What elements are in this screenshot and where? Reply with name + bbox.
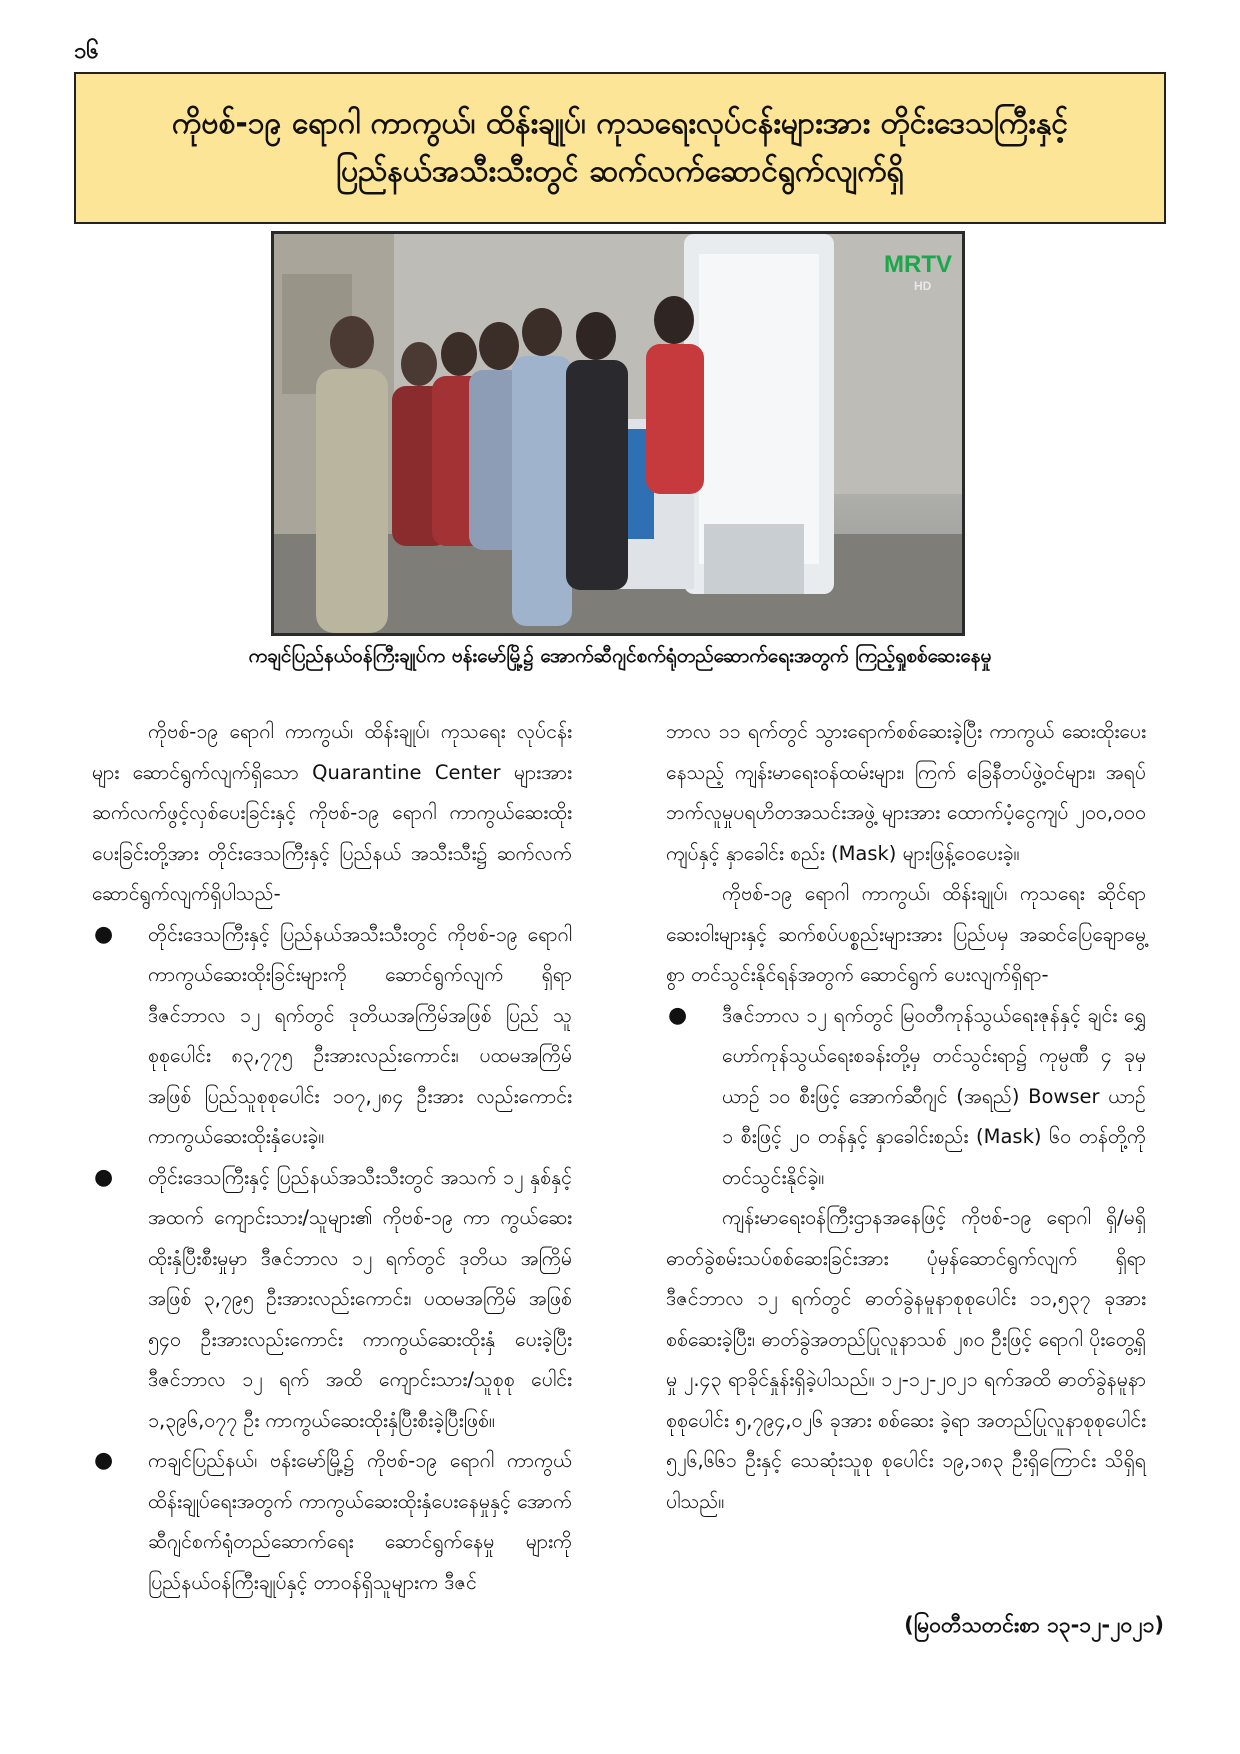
source-citation: (မြဝတီသတင်းစာ ၁၃-၁၂-၂၀၂၁) — [904, 1613, 1164, 1637]
bullet-text: တိုင်းဒေသကြီးနှင့် ပြည်နယ်အသီးသီးတွင် အသက် ၁၂ နှစ်နှင့်အထက် ကျောင်းသား/သူများ၏ ကိုဗစ်-၁၉ ကာ ကွယ်ဆေးထိုးနှံပြီးစီးမှုမှာ ဒီဇင်ဘာလ ၁၂ ရက်တွင် ဒုတိယ အကြိမ်အဖြစ် ၃,၇၉၅ ဦးအားလည်းကောင်း၊ ပထမအကြိမ် အဖြစ် ၅၄၀ ဦးအားလည်းကောင်း ကာကွယ်ဆေးထိုးနှံ ပေးခဲ့ပြီး ဒီဇင်ဘာလ ၁၂ ရက် အထိ ကျောင်းသား/သူစုစု ပေါင်း ၁,၃၉၆,၀၇၇ ဦး ကာကွယ်ဆေးထိုးနှံပြီးစီးခဲ့ပြီးဖြစ်။ — [148, 1165, 572, 1432]
bullet-icon: ● — [94, 1164, 114, 1190]
bullet-icon: ● — [668, 1002, 688, 1028]
news-photo-illustration — [274, 234, 962, 633]
page-number: ၁၆ — [74, 39, 99, 64]
headline-box — [74, 72, 1166, 224]
bullet-text: ဒီဇင်ဘာလ ၁၂ ရက်တွင် မြဝတီကုန်သွယ်ရေးဇုန်နှင့် ချင်း ရွှေဟော်ကုန်သွယ်ရေးစခန်းတို့မှ တင်သွင်းရာ၌ ကုမ္ပဏီ ၄ ခုမှ ယာဉ် ၁၀ စီးဖြင့် အောက်ဆီဂျင် (အရည်) Bowser ယာဉ် ၁ စီးဖြင့် ၂၀ တန်နှင့် နှာခေါင်းစည်း (Mask) ၆၀ တန်တို့ကို တင်သွင်းနိုင်ခဲ့။ — [722, 1003, 1146, 1189]
mrtv-watermark: MRTV — [884, 251, 952, 278]
intro-paragraph: ကိုဗစ်-၁၉ ရောဂါ ကာကွယ်၊ ထိန်းချုပ်၊ ကုသရေး လုပ်ငန်းများ ဆောင်ရွက်လျက်ရှိသော Quarantine Center များအား ဆက်လက်ဖွင့်လှစ်ပေးခြင်းနှင့် ကိုဗစ်-၁၉ ရောဂါ ကာကွယ်ဆေးထိုးပေးခြင်းတို့အား တိုင်းဒေသကြီးနှင့် ပြည်နယ် အသီးသီး၌ ဆက်လက်ဆောင်ရွက်လျက်ရှိပါသည်- — [92, 720, 572, 905]
right-column — [666, 712, 1146, 1522]
headline-line-2: ပြည်နယ်အသီးသီးတွင် ဆက်လက်ဆောင်ရွက်လျက်ရှိ — [336, 154, 904, 189]
headline-line-1: ကိုဗစ်-၁၉ ရောဂါ ကာကွယ်၊ ထိန်းချုပ်၊ ကုသရေးလုပ်ငန်းများအား တိုင်းဒေသကြီးနှင့် — [171, 106, 1069, 141]
news-photo — [271, 231, 965, 636]
continuation-paragraph: ဘာလ ၁၁ ရက်တွင် သွားရောက်စစ်ဆေးခဲ့ပြီး ကာကွယ် ဆေးထိုးပေးနေသည့် ကျန်းမာရေးဝန်ထမ်းများ၊ ကြက် ခြေနီတပ်ဖွဲ့ဝင်များ၊ အရပ်ဘက်လူမှုပရဟိတအသင်းအဖွဲ့ များအား ထောက်ပံ့ငွေကျပ် ၂၀၀,၀၀၀ ကျပ်နှင့် နှာခေါင်း စည်း (Mask) များဖြန့်ဝေပေးခဲ့။ — [666, 720, 1146, 865]
bullet-text: တိုင်းဒေသကြီးနှင့် ပြည်နယ်အသီးသီးတွင် ကိုဗစ်-၁၉ ရောဂါ ကာကွယ်ဆေးထိုးခြင်းများကို ဆောင်ရွက်လျက် ရှိရာ ဒီဇင်ဘာလ ၁၂ ရက်တွင် ဒုတိယအကြိမ်အဖြစ် ပြည် သူစုစုပေါင်း ၈၃,၇၇၅ ဦးအားလည်းကောင်း၊ ပထမအကြိမ် အဖြစ် ပြည်သူစုစုပေါင်း ၁၀၇,၂၈၄ ဦးအား လည်းကောင်း ကာကွယ်ဆေးထိုးနှံပေးခဲ့။ — [148, 922, 572, 1148]
photo-caption: ကချင်ပြည်နယ်ဝန်ကြီးချုပ်က ဗန်းမော်မြို့၌ အောက်ဆီဂျင်စက်ရုံတည်ဆောက်ရေးအတွက် ကြည့်ရှုစစ်ဆေးနေမှု — [248, 645, 992, 667]
testing-paragraph: ကျန်းမာရေးဝန်ကြီးဌာနအနေဖြင့် ကိုဗစ်-၁၉ ရောဂါ ရှိ/မရှိ ဓာတ်ခွဲစမ်းသပ်စစ်ဆေးခြင်းအား ပုံမှန်ဆောင်ရွက်လျက် ရှိရာ ဒီဇင်ဘာလ ၁၂ ရက်တွင် ဓာတ်ခွဲနမူနာစုစုပေါင်း ၁၁,၅၃၇ ခုအား စစ်ဆေးခဲ့ပြီး၊ ဓာတ်ခွဲအတည်ပြုလူနာသစ် ၂၈၀ ဦးဖြင့် ရောဂါ ပိုးတွေ့ရှိမှု ၂.၄၃ ရာခိုင်နှုန်းရှိခဲ့ပါသည်။ ၁၂-၁၂-၂၀၂၁ ရက်အထိ ဓာတ်ခွဲနမူနာစုစုပေါင်း ၅,၇၉၄,၀၂၆ ခုအား စစ်ဆေး ခဲ့ရာ အတည်ပြုလူနာစုစုပေါင်း ၅၂၆,၆၆၁ ဦးနှင့် သေဆုံးသူစု စုပေါင်း ၁၉,၁၈၃ ဦးရှိကြောင်း သိရှိရပါသည်။ — [666, 1206, 1146, 1513]
left-column — [92, 712, 572, 1603]
import-paragraph: ကိုဗစ်-၁၉ ရောဂါ ကာကွယ်၊ ထိန်းချုပ်၊ ကုသရေး ဆိုင်ရာဆေးဝါးများနှင့် ဆက်စပ်ပစ္စည်းများအား ပြည်ပမှ အဆင်ပြေချောမွေ့စွာ တင်သွင်းနိုင်ရန်အတွက် ဆောင်ရွက် ပေးလျက်ရှိရာ- — [666, 882, 1146, 986]
bullet-item — [92, 915, 572, 1158]
bullet-text: ကချင်ပြည်နယ်၊ ဗန်းမော်မြို့၌ ကိုဗစ်-၁၉ ရောဂါ ကာကွယ် ထိန်းချုပ်ရေးအတွက် ကာကွယ်ဆေးထိုးနှံပေးနေမှုနှင့် အောက်ဆီဂျင်စက်ရုံတည်ဆောက်ရေး ဆောင်ရွက်နေမှု များကို ပြည်နယ်ဝန်ကြီးချုပ်နှင့် တာဝန်ရှိသူများက ဒီဇင် — [148, 1449, 572, 1594]
bullet-icon: ● — [94, 1448, 114, 1473]
bullet-item — [92, 1158, 572, 1442]
bullet-item — [666, 996, 1146, 1199]
bullet-item — [92, 1441, 572, 1603]
mrtv-hd-watermark: HD — [914, 279, 932, 293]
bullet-icon: ● — [94, 921, 114, 947]
